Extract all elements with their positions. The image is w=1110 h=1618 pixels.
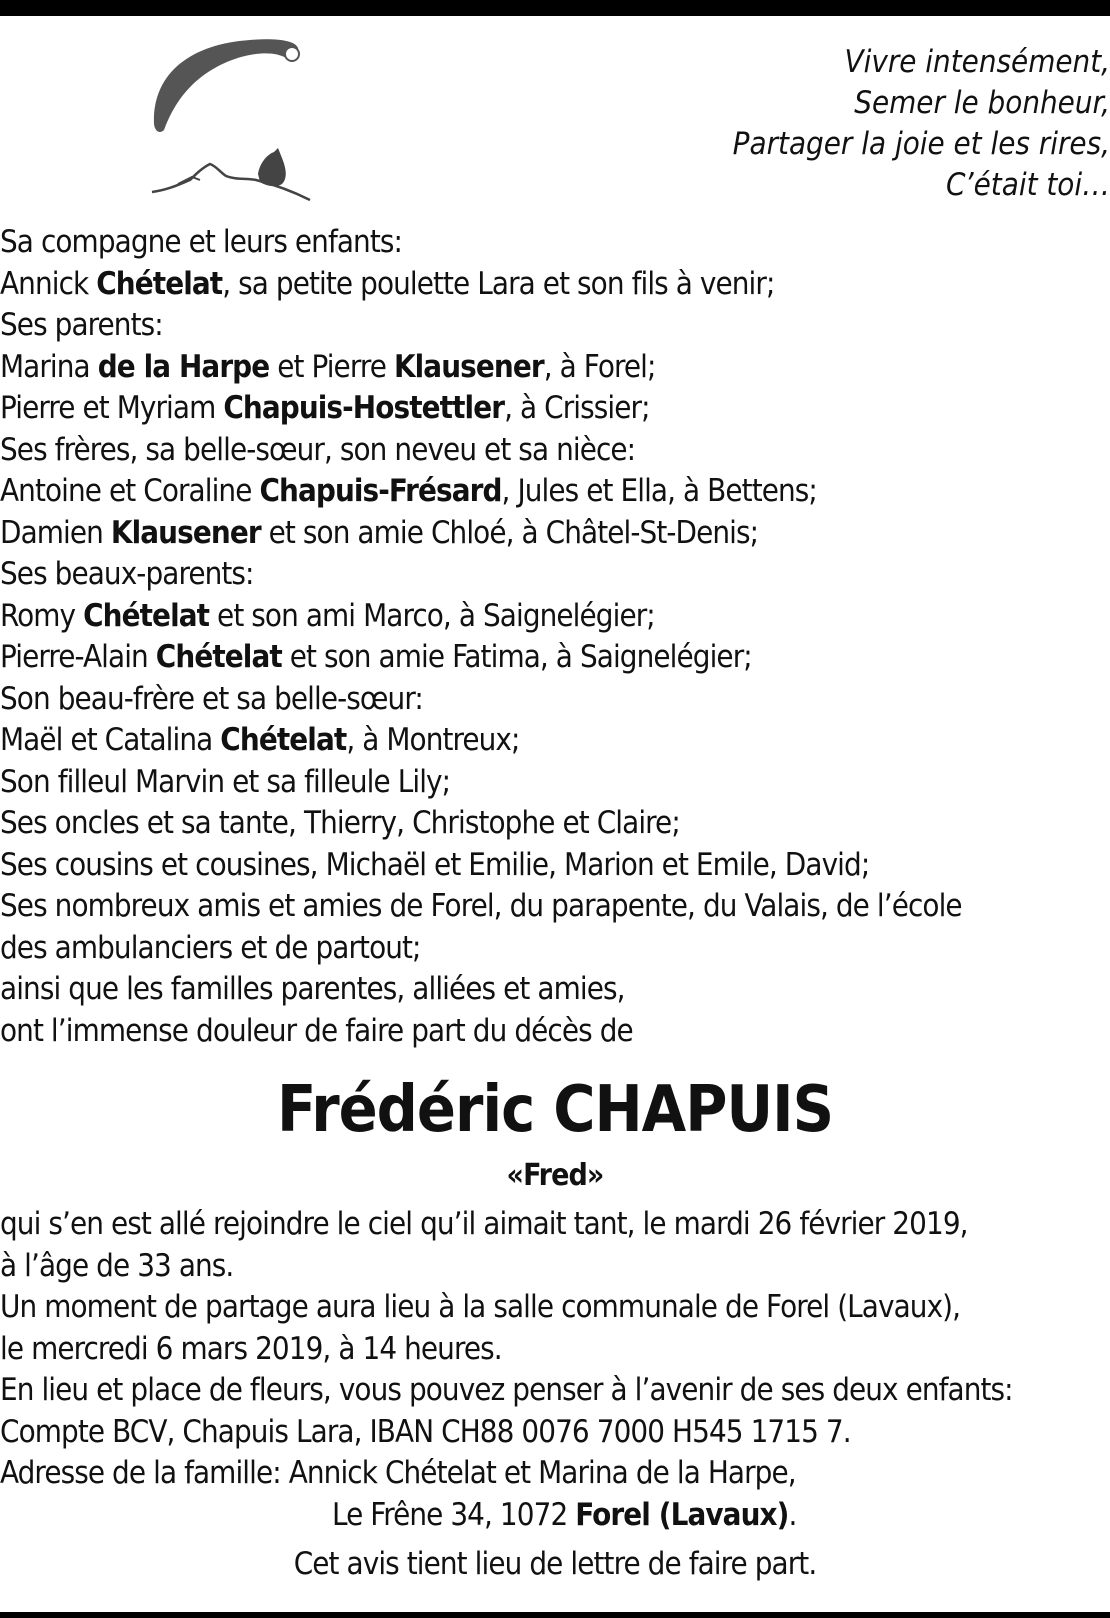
family-text: Marina [0, 348, 98, 385]
family-text: , à Forel; [543, 348, 656, 385]
closing-note: Cet avis tient lieu de lettre de faire part. [293, 1546, 817, 1582]
family-name-bold: Chételat [220, 722, 347, 758]
details-line: Adresse de la famille: Annick Chételat et Marina de la Harpe, [0, 1455, 796, 1491]
family-line [0, 637, 1110, 679]
canopy-tip [285, 47, 299, 61]
family-text: , sa petite poulette Lara et son fils à venir; [222, 265, 775, 302]
family-text: Sa compagne et leurs enfants: [0, 224, 402, 260]
family-text: Ses oncles et sa tante, Thierry, Christophe et Claire; [0, 805, 680, 841]
details-line: le mercredi 6 mars 2019, à 14 heures. [0, 1330, 502, 1367]
deceased-name: Frédéric CHAPUIS [276, 1073, 834, 1147]
address-town: Forel (Lavaux) [575, 1496, 789, 1533]
family-line [0, 222, 1110, 264]
details [0, 1204, 1110, 1536]
family-name-bold: Chapuis-Hostettler [223, 390, 505, 426]
family-name-bold: de la Harpe [97, 348, 270, 385]
family-text: Son beau-frère et sa belle-sœur: [0, 680, 423, 717]
family-text: Ses nombreux amis et amies de Forel, du parapente, du Valais, de l’école [0, 888, 962, 924]
family-name-bold: Chapuis-Frésard [259, 473, 502, 509]
family-text: et son amie Fatima, à Saignelégier; [281, 639, 752, 675]
family-text: Ses parents: [0, 307, 163, 343]
family-text: Ses cousins et cousines, Michaël et Emilie, Marion et Emile, David; [0, 846, 870, 883]
family-line [0, 762, 1110, 804]
family-line [0, 845, 1110, 887]
family-line [0, 554, 1110, 596]
family-text: ainsi que les familles parentes, alliées et amies, [0, 971, 625, 1007]
family-line [0, 1011, 1110, 1053]
family-text: des ambulanciers et de partout; [0, 929, 421, 966]
poem-line: Semer le bonheur, [854, 85, 1110, 121]
family-text: Ses beaux-parents: [0, 556, 254, 592]
family-name-bold: Klausener [110, 514, 261, 551]
family-line [0, 803, 1110, 845]
top-rule [0, 0, 1110, 16]
family-line [0, 347, 1110, 389]
family-line [0, 596, 1110, 638]
family-line [0, 928, 1110, 970]
address-street: Le Frêne 34, 1072 [332, 1496, 576, 1533]
poem [550, 42, 1110, 206]
family-text: Annick [0, 265, 97, 302]
family-line [0, 969, 1110, 1011]
family-name-bold: Chételat [96, 265, 223, 302]
obituary-body [0, 222, 1110, 1586]
family-line [0, 886, 1110, 928]
details-line: à l’âge de 33 ans. [0, 1247, 234, 1284]
family-line [0, 720, 1110, 762]
address-end: . [788, 1496, 797, 1533]
family-text: , à Crissier; [504, 390, 650, 426]
family-line [0, 430, 1110, 472]
family-text: et son ami Marco, à Saignelégier; [209, 597, 655, 634]
details-line: Compte BCV, Chapuis Lara, IBAN CH88 0076 7000 H545 1715 7. [0, 1413, 851, 1450]
family-text: Pierre-Alain [0, 639, 156, 675]
family-text: Son filleul Marvin et sa filleule Lily; [0, 763, 451, 800]
poem-line: Partager la joie et les rires, [732, 126, 1110, 162]
family-text: Damien [0, 514, 111, 551]
paraglider-icon [150, 34, 320, 210]
family-line [0, 471, 1110, 513]
details-line: Un moment de partage aura lieu à la salle communale de Forel (Lavaux), [0, 1289, 961, 1325]
family-text: et Pierre [269, 348, 394, 385]
family-text: Maël et Catalina [0, 722, 221, 758]
details-line: qui s’en est allé rejoindre le ciel qu’il aimait tant, le mardi 26 février 2019, [0, 1206, 968, 1242]
family-line [0, 305, 1110, 347]
family-line [0, 388, 1110, 430]
family-name-bold: Klausener [393, 348, 544, 385]
family-address [0, 1495, 1110, 1537]
family-list [0, 222, 1110, 1052]
mountain-line [152, 164, 310, 200]
family-text: , à Montreux; [346, 722, 520, 758]
family-line [0, 264, 1110, 306]
family-name-bold: Chételat [83, 597, 210, 634]
family-text: ont l’immense douleur de faire part du décès de [0, 1012, 633, 1049]
details-line: En lieu et place de fleurs, vous pouvez penser à l’avenir de ses deux enfants: [0, 1372, 1013, 1408]
canopy-shape [154, 39, 298, 132]
bottom-rule [0, 1612, 1110, 1618]
family-text: Antoine et Coraline [0, 473, 260, 509]
family-text: Ses frères, sa belle-sœur, son neveu et sa nièce: [0, 431, 636, 468]
family-line [0, 513, 1110, 555]
family-line [0, 679, 1110, 721]
poem-line: Vivre intensément, [844, 44, 1110, 80]
family-text: , Jules et Ella, à Bettens; [501, 473, 817, 509]
family-name-bold: Chételat [155, 639, 282, 675]
family-text: Pierre et Myriam [0, 390, 224, 426]
family-text: et son amie Chloé, à Châtel-St-Denis; [260, 514, 759, 551]
poem-line: C’était toi… [945, 167, 1110, 203]
deceased-nickname: «Fred» [506, 1158, 604, 1193]
family-text: Romy [0, 597, 84, 634]
